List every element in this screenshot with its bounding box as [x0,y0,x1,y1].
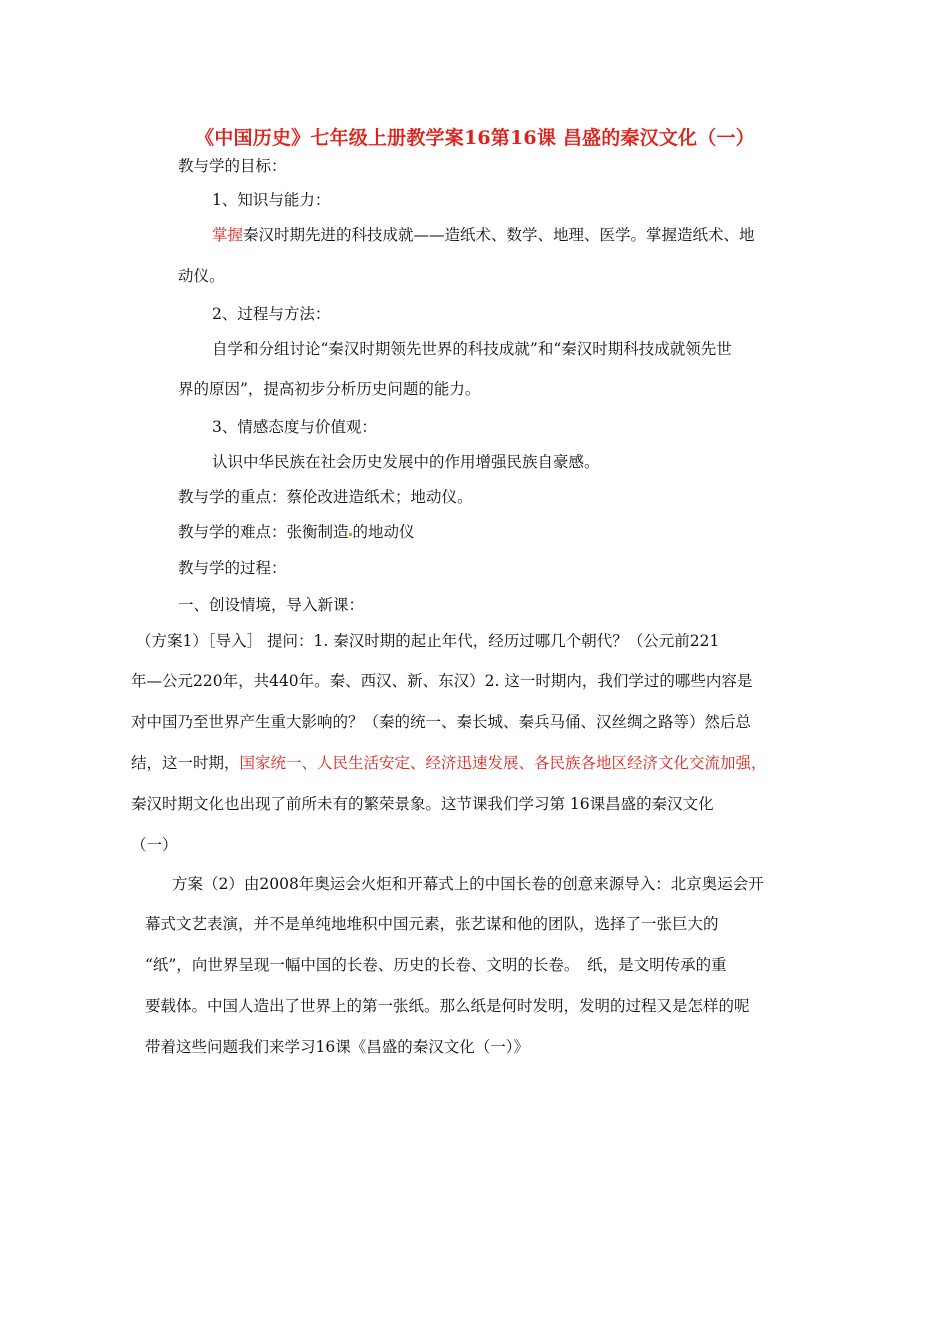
difficulty-text-b: 的地动仪 [352,523,415,541]
plan1-line4-text: 结，这一时期， [131,754,240,772]
goal2-text-line1: 自学和分组讨论“秦汉时期领先世界的科技成就”和“秦汉时期科技成就领先世 [212,340,732,358]
plan1-line5: 秦汉时期文化也出现了前所未有的繁荣景象。这节课我们学习第 16课昌盛的秦汉文化 [131,795,714,813]
plan1-line4 [131,753,767,773]
goal1-text: 秦汉时期先进的科技成就——造纸术、数学、地理、医学。掌握造纸术、地 [243,226,755,244]
goal1-text-line2: 动仪。 [178,267,225,285]
difficulty-text-a: 教与学的难点：张衡制造 [178,523,349,541]
document-title: 《中国历史》七年级上册教学案16第16课 昌盛的秦汉文化（一） [195,127,755,149]
edit-mark-icon [349,533,352,536]
section1-heading: 一、创设情境，导入新课： [178,596,365,614]
plan2-line5: 带着这些问题我们来学习16课《昌盛的秦汉文化（一）》 [145,1038,529,1056]
plan1-line2: 年—公元220年，共440年。秦、西汉、新、东汉）2. 这一时期内，我们学过的哪些内容是 [131,672,753,690]
goal1-heading: 1、知识与能力： [212,191,331,209]
plan2-line3: “纸”，向世界呈现一幅中国的长卷、历史的长卷、文明的长卷。 纸，是文明传承的重 [145,956,727,974]
plan2-line4: 要载体。中国人造出了世界上的第一张纸。那么纸是何时发明，发明的过程又是怎样的呢 [145,997,750,1015]
goal3-text: 认识中华民族在社会历史发展中的作用增强民族自豪感。 [212,453,600,471]
goals-heading: 教与学的目标： [178,157,287,175]
goal1-highlight: 掌握 [212,226,244,244]
goal3-heading: 3、情感态度与价值观： [212,418,377,436]
key-points: 教与学的重点：蔡伦改进造纸术；地动仪。 [178,488,473,506]
plan1-line6: （一） [131,836,178,854]
difficulty [178,522,415,542]
plan2-line1: 方案（2）由2008年奥运会火炬和开幕式上的中国长卷的创意来源导入：北京奥运会开 [172,875,764,893]
goal2-text-line2: 界的原因”，提高初步分析历史问题的能力。 [178,380,481,398]
process-heading: 教与学的过程： [178,559,287,577]
plan1-highlight: 国家统一、人民生活安定、经济迅速发展、各民族各地区经济文化交流加强， [239,754,767,772]
plan2-line2: 幕式文艺表演，并不是单纯地堆积中国元素，张艺谋和他的团队，选择了一张巨大的 [145,915,719,933]
goal2-heading: 2、过程与方法： [212,305,331,323]
goal1-text-line1 [212,225,755,245]
plan1-line1: （方案1）［导入］ 提问：1. 秦汉时期的起止年代，经历过哪几个朝代？（公元前221 [136,632,720,650]
plan1-line3: 对中国乃至世界产生重大影响的？（秦的统一、秦长城、秦兵马俑、汉丝绸之路等）然后总 [131,713,752,731]
